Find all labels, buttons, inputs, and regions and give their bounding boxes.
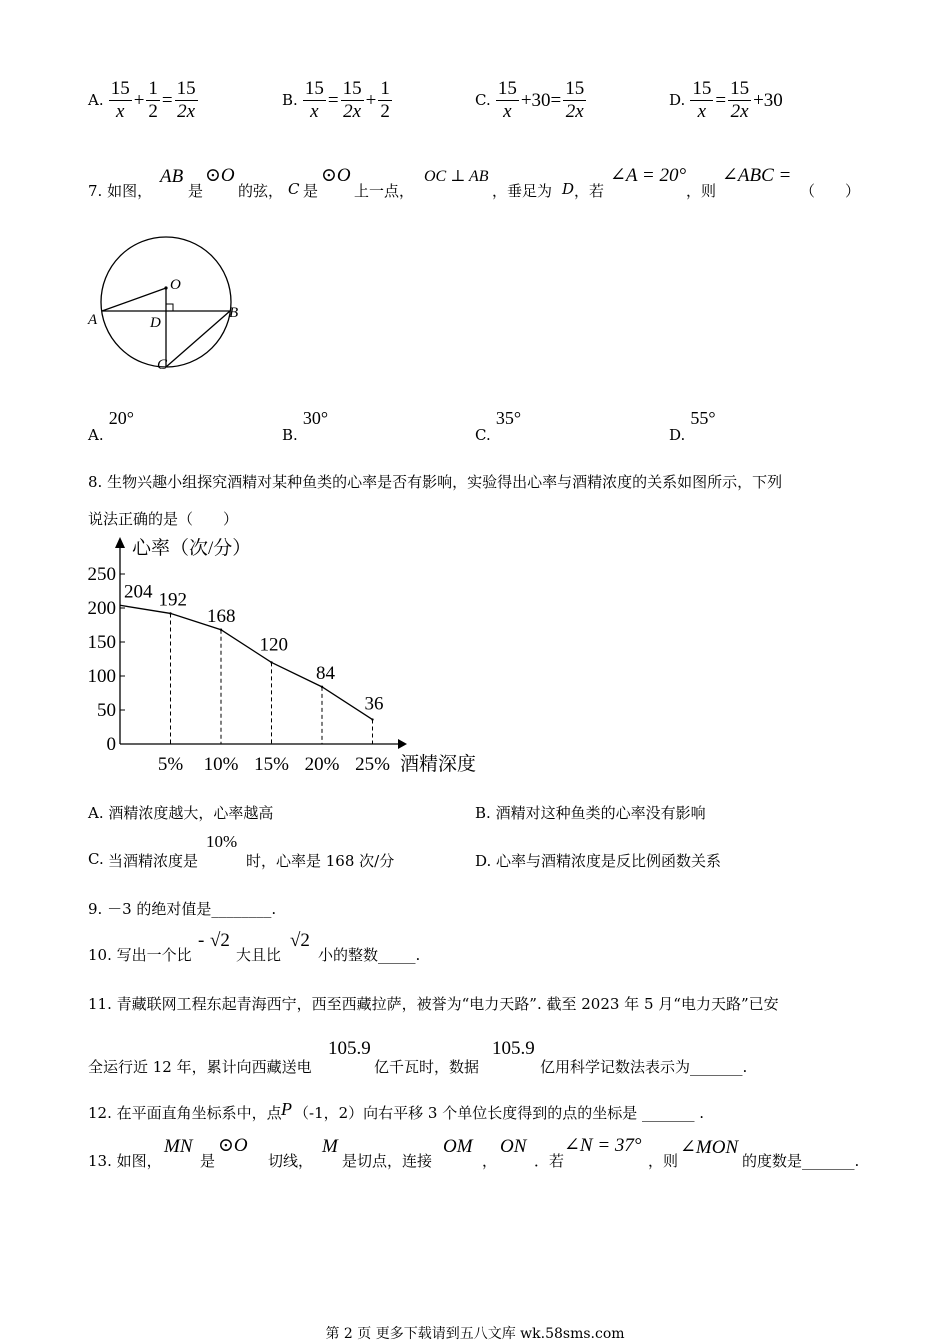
x-tick-label: 20%	[304, 754, 340, 775]
question-13: 13. 如图， MN 是 ⊙O 切线， M 是切点，连接 OM ， ON ．若 ∠N = 37° ，则 ∠MON 的度数是_______.	[88, 1135, 860, 1170]
y-axis-label: 心率（次/分）	[132, 538, 252, 559]
center-point	[164, 286, 167, 289]
q8-option-b: B. 酒精对这种鱼类的心率没有影响	[475, 804, 706, 822]
q8-option-d: D. 心率与酒精浓度是反比例函数关系	[475, 852, 722, 870]
label-o: O	[170, 277, 181, 293]
data-label: 120	[259, 634, 288, 656]
label-c: C	[157, 357, 168, 373]
option-label: C.	[475, 91, 491, 109]
option-label: D.	[669, 91, 686, 109]
data-label: 192	[158, 589, 187, 611]
page-footer: 第 2 页 更多下载请到五八文库 wk.58sms.com	[325, 1326, 625, 1342]
fraction: $\frac{15}{2x}$	[565, 78, 585, 122]
q8-option-c: C. 当酒精浓度是 10% 时，心率是 168 次/分	[88, 832, 395, 870]
label-d: D	[150, 315, 161, 331]
label-a: A	[88, 312, 98, 328]
fraction: $\frac{15}{2x}$	[176, 78, 196, 122]
x-axis-label: 酒精深度	[400, 754, 477, 775]
data-point	[270, 661, 272, 663]
q7-option-b: B. 30°	[282, 408, 329, 444]
data-label: 84	[316, 662, 335, 684]
segment-oa	[102, 288, 166, 311]
right-angle-mark	[166, 304, 173, 311]
question-12: 12. 在平面直角坐标系中，点 P （-1，2）向右平移 3 个单位长度得到的点的坐标是 _______ .	[88, 1099, 705, 1122]
q7-option-c: C. 35°	[475, 408, 522, 444]
y-tick-label: 150	[87, 632, 116, 653]
y-tick-label: 200	[87, 598, 116, 619]
x-tick-label: 10%	[203, 754, 239, 775]
q8-option-a: A. 酒精浓度越大，心率越高	[88, 804, 274, 822]
y-axis-arrow	[115, 537, 125, 548]
q7-option-d: D. 55°	[669, 408, 716, 444]
data-point	[321, 686, 323, 688]
q6-option-b: B. $\frac{15}{x}$ = $\frac{15}{2x}$ + $\frac{1}{2}$	[282, 78, 390, 122]
data-label: 168	[207, 605, 236, 627]
option-label: A.	[88, 91, 104, 109]
fraction: $\frac{15}{2x}$	[730, 78, 750, 122]
fraction: $\frac{15}{x}$	[692, 78, 712, 122]
q6-option-a: A. $\frac{15}{x}$ + $\frac{1}{2}$ = $\frac{15}{2x}$	[88, 78, 196, 122]
fraction: $\frac{15}{x}$	[497, 78, 517, 122]
data-label: 204	[124, 581, 153, 603]
fraction: $\frac{15}{2x}$	[342, 78, 362, 122]
question-10: 10. 写出一个比 - √2 大且比 √2 小的整数_____.	[88, 930, 421, 964]
y-tick-label: 100	[87, 666, 116, 687]
y-tick-label: 0	[106, 734, 116, 755]
fraction: $\frac{1}{2}$	[148, 78, 158, 122]
fraction: $\frac{15}{x}$	[304, 78, 324, 122]
data-point	[371, 718, 373, 720]
q7-option-a: A. 20°	[88, 408, 134, 444]
label-b: B	[229, 305, 239, 321]
question-8-line2: 说法正确的是（ ）	[88, 510, 239, 528]
y-tick-label: 50	[97, 700, 116, 721]
data-point	[169, 612, 171, 614]
question-11-line1: 11. 青藏联网工程东起青海西宁，西至西藏拉萨，被誉为“电力天路”. 截至 2023 年 5 月“电力天路”已安	[88, 995, 779, 1013]
x-tick-label: 25%	[355, 754, 390, 775]
question-7-stem: 7. 如图， AB 是 ⊙O 的弦， C 是 ⊙O 上一点， OC ⊥ AB ，垂足为 D ，若 ∠A = 20° ，则 ∠ABC = （ ）	[88, 165, 861, 200]
circle-diagram	[84, 220, 254, 380]
heart-rate-chart	[80, 532, 500, 780]
y-tick-label: 250	[87, 564, 116, 585]
question-11-line2: 全运行近 12 年，累计向西藏送电 105.9 亿千瓦时，数据 105.9 亿用科学记数法表示为_______.	[88, 1038, 748, 1076]
option-label: B.	[282, 91, 298, 109]
fraction: $\frac{1}{2}$	[380, 78, 390, 122]
q6-option-c: C. $\frac{15}{x}$ +30= $\frac{15}{2x}$	[475, 78, 585, 122]
x-tick-label: 5%	[157, 754, 184, 775]
data-label: 36	[364, 693, 384, 715]
question-8-line1: 8. 生物兴趣小组探究酒精对某种鱼类的心率是否有影响，实验得出心率与酒精浓度的关系如图所示，下列	[88, 473, 783, 491]
q6-option-d: D. $\frac{15}{x}$ = $\frac{15}{2x}$ +30	[669, 78, 783, 122]
question-9: 9. －3 的绝对值是________.	[88, 900, 277, 918]
x-axis-arrow	[398, 739, 407, 749]
data-point	[220, 629, 222, 631]
x-tick-label: 15%	[254, 754, 289, 775]
fraction: $\frac{15}{x}$	[110, 78, 130, 122]
